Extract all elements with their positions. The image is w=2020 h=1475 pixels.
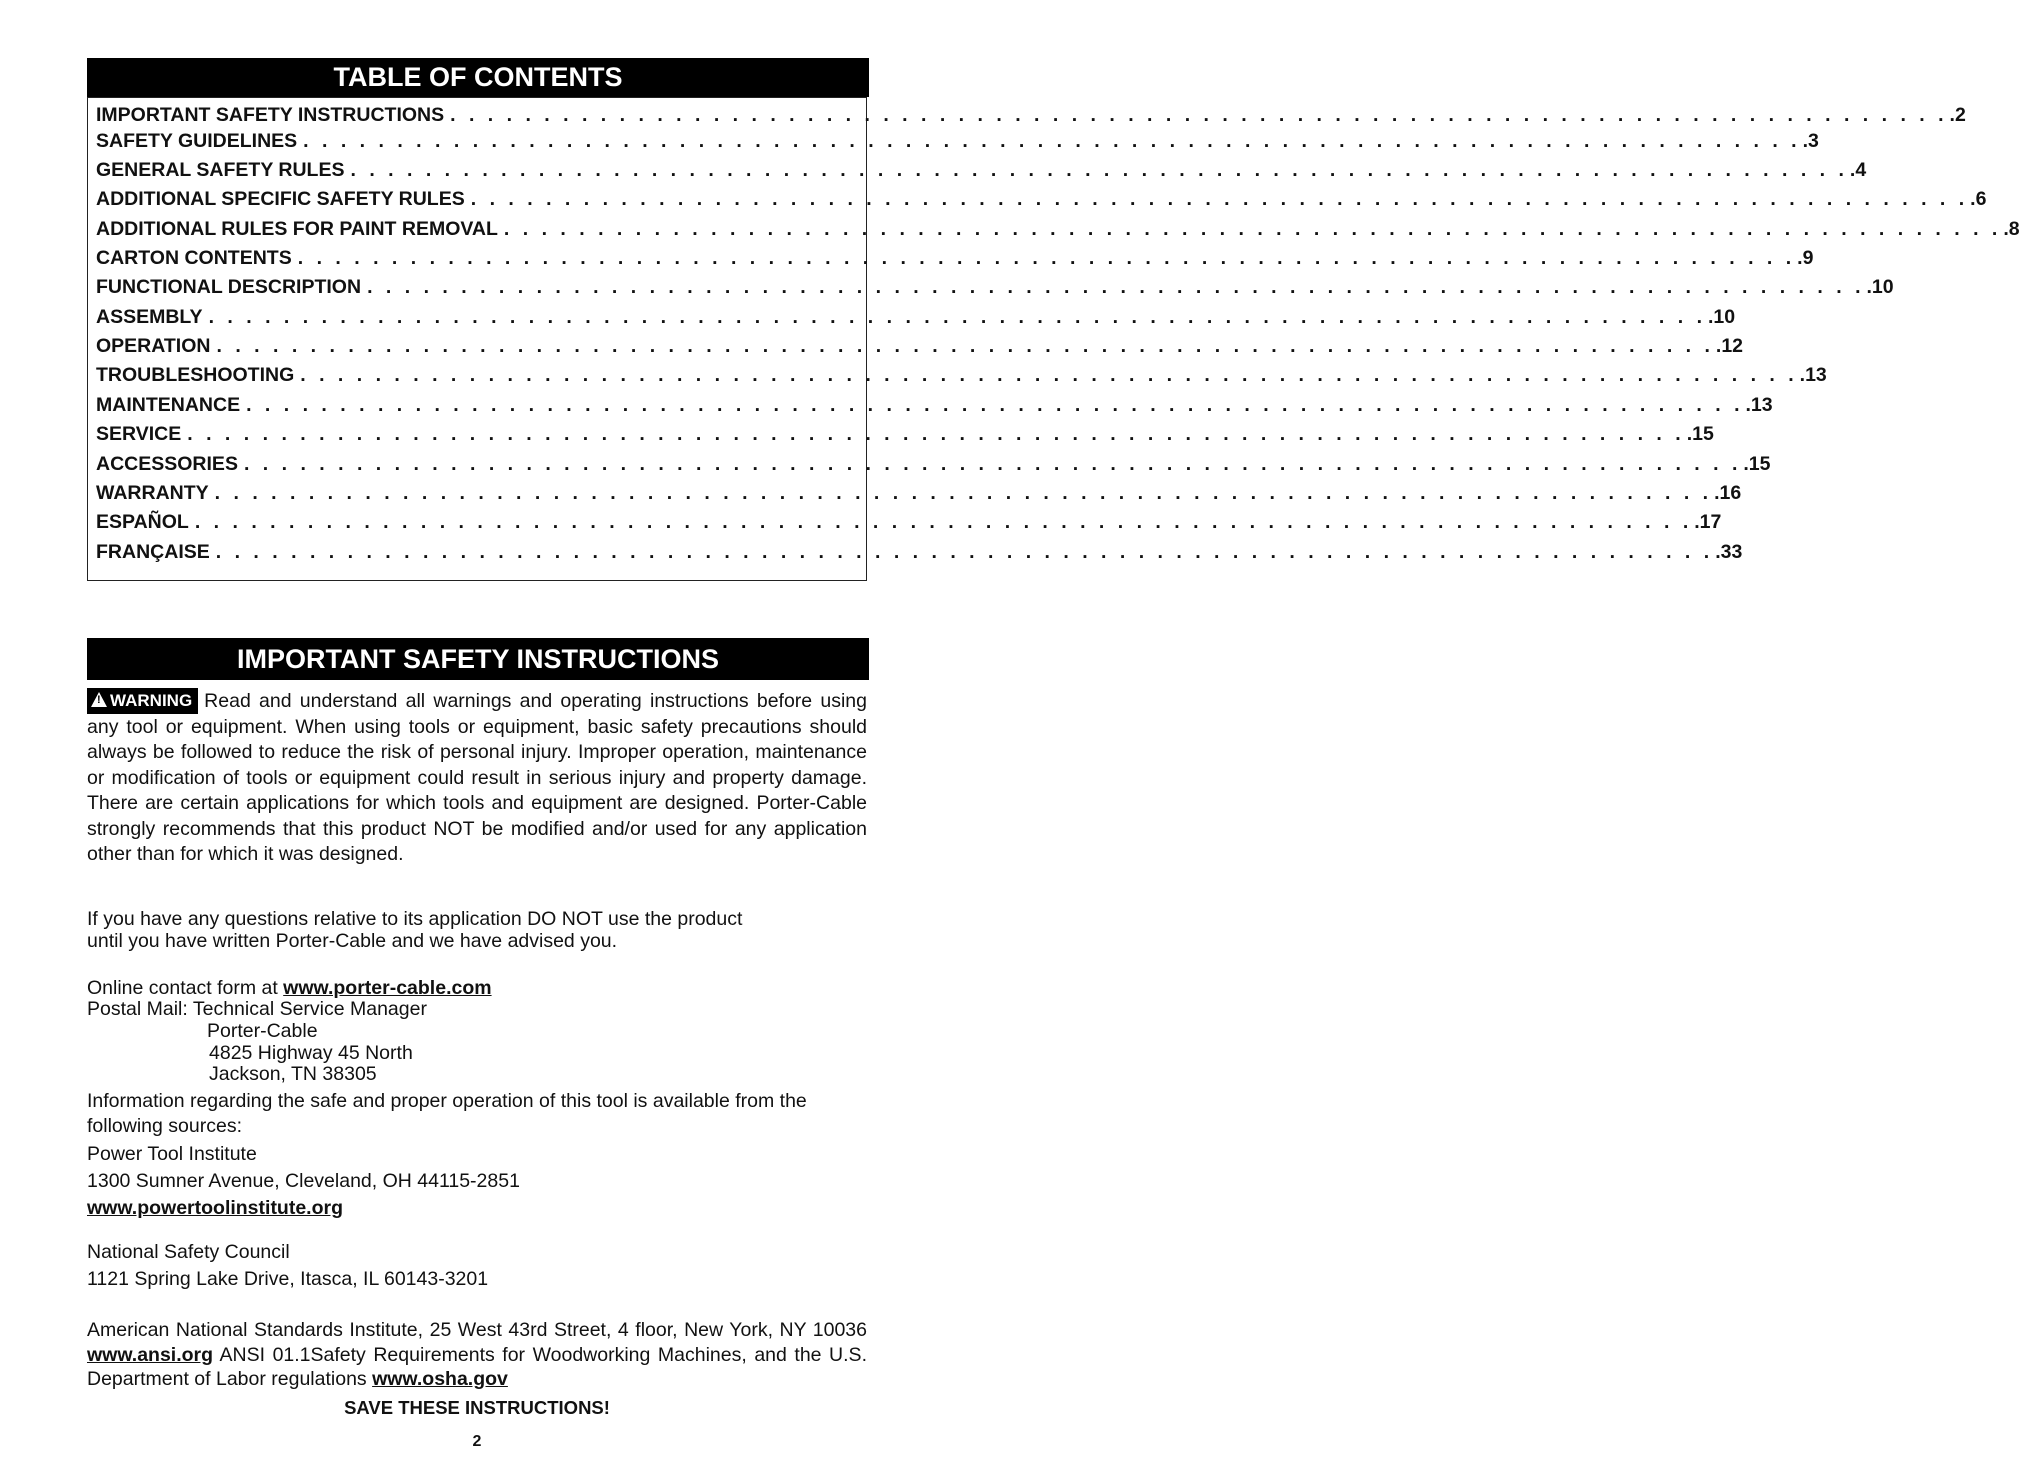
toc-entry-title: IMPORTANT SAFETY INSTRUCTIONS	[96, 104, 445, 126]
toc-entry-page: .13	[1799, 364, 1827, 386]
toc-leader-dots: . . . . . . . . . . . . . . . . . . . . . . . . . . . . . . . . . . . . . . . . . . . . . . . . . . . . . . . . . . . . . . . . . . . . . . . . . . . . . . . .	[214, 482, 1713, 504]
toc-entry-title: OPERATION	[96, 335, 211, 357]
toc-leader-dots: . . . . . . . . . . . . . . . . . . . . . . . . . . . . . . . . . . . . . . . . . . . . . . . . . . . . . . . . . . . . . . . . . . . . . . . . . . . . . . . .	[503, 218, 2002, 240]
info-paragraph: Information regarding the safe and proper operation of this tool is available from the following sources:	[87, 1090, 807, 1137]
postal-line-1: Porter-Cable	[207, 1020, 318, 1042]
toc-entry-title: WARRANTY	[96, 482, 209, 504]
toc-leader-dots: . . . . . . . . . . . . . . . . . . . . . . . . . . . . . . . . . . . . . . . . . . . . . . . . . . . . . . . . . . . . . . . . . . . . . . . . . . . . . . . .	[297, 247, 1796, 269]
toc-leader-dots: . . . . . . . . . . . . . . . . . . . . . . . . . . . . . . . . . . . . . . . . . . . . . . . . . . . . . . . . . . . . . . . . . . . . . . . . . . . . . . . .	[350, 159, 1848, 181]
toc-entry-title: ASSEMBLY	[96, 306, 203, 328]
toc-entry-page: .16	[1714, 482, 1742, 504]
toc-entry-page: .6	[1970, 188, 1987, 210]
porter-cable-link[interactable]: www.porter-cable.com	[283, 977, 492, 999]
toc-entry-title: FRANÇAISE	[96, 541, 210, 563]
toc-entry-page: .8	[2003, 218, 2020, 240]
toc-entry-title: FUNCTIONAL DESCRIPTION	[96, 276, 362, 298]
toc-title: TABLE OF CONTENTS	[87, 58, 869, 97]
online-contact: Online contact form at www.porter-cable.com	[87, 977, 492, 999]
toc-entry-title: ADDITIONAL SPECIFIC SAFETY RULES	[96, 188, 465, 210]
toc-leader-dots: . . . . . . . . . . . . . . . . . . . . . . . . . . . . . . . . . . . . . . . . . . . . . . . . . . . . . . . . . . . . . . . . . . . . . . . . . . . . . . . .	[246, 394, 1744, 416]
toc-list	[87, 97, 2020, 581]
toc-entry-title: SAFETY GUIDELINES	[96, 130, 298, 152]
toc-entry-title: SERVICE	[96, 423, 182, 445]
toc-entry-title: TROUBLESHOOTING	[96, 364, 295, 386]
postal-label: Postal Mail: Technical Service Manager	[87, 998, 427, 1020]
toc-entry-page: .2	[1949, 104, 1966, 126]
safety-title: IMPORTANT SAFETY INSTRUCTIONS	[87, 638, 869, 680]
toc-entry	[96, 245, 1814, 271]
ansi-link[interactable]: www.ansi.org	[87, 1343, 214, 1366]
pti-link-line	[87, 1197, 343, 1219]
toc-entry	[96, 421, 1714, 447]
toc-entry-title: ESPAÑOL	[96, 511, 189, 533]
toc-entry-page: .10	[1707, 306, 1736, 328]
toc-entry-page: .3	[1802, 130, 1819, 152]
pti-link[interactable]: www.powertoolinstitute.org	[87, 1197, 344, 1219]
toc-entry	[96, 392, 1773, 418]
save-instructions: SAVE THESE INSTRUCTIONS!	[344, 1397, 610, 1418]
osha-link[interactable]: www.osha.gov	[372, 1368, 508, 1390]
nsc-address: 1121 Spring Lake Drive, Itasca, IL 60143-3201	[87, 1268, 489, 1290]
toc-entry-page: .17	[1694, 511, 1722, 533]
toc-entry-title: GENERAL SAFETY RULES	[96, 159, 345, 181]
nsc-name: National Safety Council	[87, 1241, 290, 1263]
toc-leader-dots: . . . . . . . . . . . . . . . . . . . . . . . . . . . . . . . . . . . . . . . . . . . . . . . . . . . . . . . . . . . . . . . . . . . . . . . . . . . . . . . .	[303, 130, 1801, 152]
toc-entry-page: .15	[1743, 453, 1771, 475]
toc-entry-title: ADDITIONAL RULES FOR PAINT REMOVAL	[96, 218, 498, 240]
ansi-paragraph: American National Standards Institute, 25 West 43rd Street, 4 floor, New York, NY 10036 www.ansi.org ANSI 01.1Safety Requirements for Woodworking Machines, and the U.S. Department of Labor regulations www.osha.gov	[87, 1319, 867, 1390]
toc-entry	[96, 128, 1819, 154]
warning-icon	[91, 692, 107, 707]
toc-entry-page: .33	[1715, 541, 1743, 563]
toc-entry	[96, 304, 1736, 330]
toc-leader-dots: . . . . . . . . . . . . . . . . . . . . . . . . . . . . . . . . . . . . . . . . . . . . . . . . . . . . . . . . . . . . . . . . . . . . . . . . . . . . . . . .	[300, 364, 1798, 386]
toc-entry	[96, 362, 1827, 388]
toc-leader-dots: . . . . . . . . . . . . . . . . . . . . . . . . . . . . . . . . . . . . . . . . . . . . . . . . . . . . . . . . . . . . . . . . . . . . . . . . . . . . . . . .	[216, 335, 1714, 357]
toc-entry	[96, 274, 1894, 300]
toc-entry	[96, 216, 2020, 242]
toc-entry	[96, 451, 1771, 477]
pti-name: Power Tool Institute	[87, 1143, 257, 1165]
pti-address: 1300 Sumner Avenue, Cleveland, OH 44115-2851	[87, 1170, 520, 1192]
toc-entry	[96, 509, 1722, 535]
toc-entry-page: .15	[1686, 423, 1714, 445]
toc-entry-title: MAINTENANCE	[96, 394, 241, 416]
toc-leader-dots: . . . . . . . . . . . . . . . . . . . . . . . . . . . . . . . . . . . . . . . . . . . . . . . . . . . . . . . . . . . . . . . . . . . . . . . . . . . . . . . .	[470, 188, 1969, 210]
toc-leader-dots: . . . . . . . . . . . . . . . . . . . . . . . . . . . . . . . . . . . . . . . . . . . . . . . . . . . . . . . . . . . . . . . . . . . . . . . . . . . . . . . .	[450, 104, 1948, 126]
toc-entry	[96, 157, 1867, 183]
toc-entry-page: .10	[1866, 276, 1894, 298]
toc-entry	[96, 480, 1742, 506]
toc-leader-dots: . . . . . . . . . . . . . . . . . . . . . . . . . . . . . . . . . . . . . . . . . . . . . . . . . . . . . . . . . . . . . . . . . . . . . . . . . . . . . . . .	[215, 541, 1714, 563]
toc-leader-dots: . . . . . . . . . . . . . . . . . . . . . . . . . . . . . . . . . . . . . . . . . . . . . . . . . . . . . . . . . . . . . . . . . . . . . . . . . . . . . . . .	[187, 423, 1685, 445]
postal-line-3: Jackson, TN 38305	[209, 1063, 377, 1085]
toc-entry-page: .9	[1797, 247, 1814, 269]
toc-entry	[96, 102, 1966, 128]
postal-line-2: 4825 Highway 45 North	[209, 1042, 413, 1064]
questions-line-1: If you have any questions relative to its application DO NOT use the product	[87, 908, 743, 930]
toc-entry-page: .4	[1849, 159, 1867, 181]
toc-leader-dots: . . . . . . . . . . . . . . . . . . . . . . . . . . . . . . . . . . . . . . . . . . . . . . . . . . . . . . . . . . . . . . . . . . . . . . . . . . . . . . . .	[367, 276, 1865, 298]
toc-entry	[96, 186, 1987, 212]
page-number: 2	[472, 1433, 482, 1450]
warning-badge: !WARNING	[87, 688, 198, 714]
toc-leader-dots: . . . . . . . . . . . . . . . . . . . . . . . . . . . . . . . . . . . . . . . . . . . . . . . . . . . . . . . . . . . . . . . . . . . . . . . . . . . . . . . .	[208, 306, 1706, 328]
toc-entry-page: .13	[1745, 394, 1773, 416]
toc-entry-title: ACCESSORIES	[96, 453, 238, 475]
toc-entry	[96, 539, 1743, 565]
toc-leader-dots: . . . . . . . . . . . . . . . . . . . . . . . . . . . . . . . . . . . . . . . . . . . . . . . . . . . . . . . . . . . . . . . . . . . . . . . . . . . . . . . .	[243, 453, 1742, 475]
questions-line-2: until you have written Porter-Cable and we have advised you.	[87, 930, 618, 952]
toc-leader-dots: . . . . . . . . . . . . . . . . . . . . . . . . . . . . . . . . . . . . . . . . . . . . . . . . . . . . . . . . . . . . . . . . . . . . . . . . . . . . . . . .	[194, 511, 1693, 533]
toc-entry-page: .12	[1715, 335, 1744, 357]
toc-entry-title: CARTON CONTENTS	[96, 247, 292, 269]
safety-intro: !WARNING Read and understand all warnings and operating instructions before using any tool or equipment. When using tools or equipment, basic safety precautions should always be followed to reduce the risk of personal injury. Improper operation, maintenance or modification of tools or equipment could result in serious injury and property damage. There are certain applications for which tools and equipment are designed. Porter-Cable strongly recommends that this product NOT be modified and/or used for any application other than for which it was designed.	[87, 688, 867, 868]
toc-entry	[96, 333, 1744, 359]
